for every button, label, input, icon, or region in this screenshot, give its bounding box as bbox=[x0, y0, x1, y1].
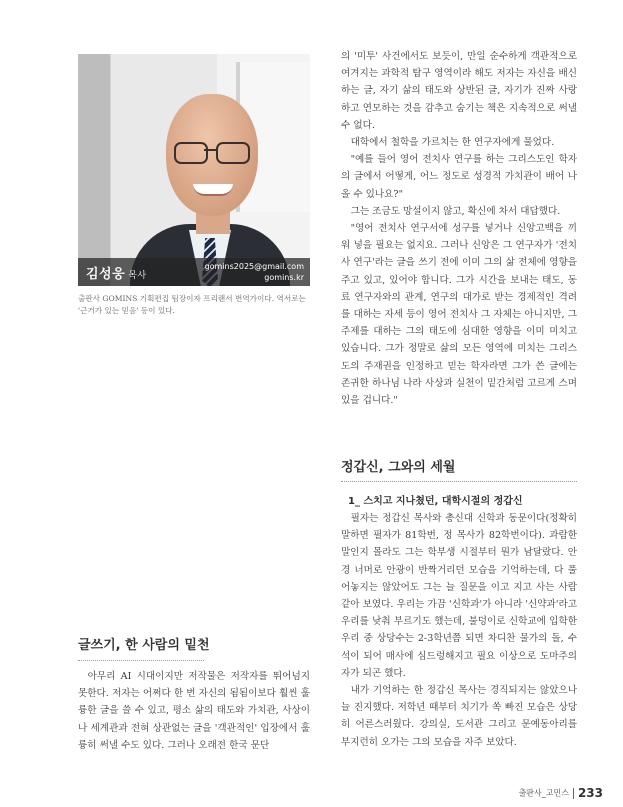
paragraph: "영어 전치사 연구서에 성구를 넣거나 신앙고백을 끼워 넣을 필요는 없지요. 그러나 신앙은 그 연구자가 '전치사 연구'라는 글을 쓰기 전에 이미 그의 삶 전체에 영향을 주고 있고, 있어야 합니다. 그가 시간을 보내는 태도, 동료 연구자와의 관계, 연구의 대가로 받는 경제적인 격려를 대하는 자세 등이 영어 전치사 그 자체는 아니지만, 그 주제를 대하는 그의 태도에 심대한 영향을 이미 미치고 있습니다. 그가 정말로 삶의 모든 영역에 미치는 그리스도의 주재권을 인정하고 믿는 학자라면 그가 쓴 글에는 존귀한 하나님 나라 사상과 실천이 밑간처럼 고르게 스며 있을 겁니다." bbox=[341, 223, 577, 407]
section-heading-left: 글쓰기, 한 사람의 밑천 bbox=[78, 638, 210, 653]
paragraph: 아무리 AI 시대이지만 저작물은 저작자를 뛰어넘지 못한다. 저자는 어쩌다 한 번 자신의 됨됨이보다 훨씬 훌륭한 글을 쓸 수 있고, 평소 삶의 태도와 가치관, 사상이나 세계관과 전혀 상관없는 글을 '객관적인' 입장에서 훌륭히 써낼 수도 있다. 그러나 오래전 한국 문단 bbox=[78, 671, 310, 751]
heading-divider bbox=[78, 660, 204, 661]
paragraph: 의 '미투' 사건에서도 보듯이, 만일 순수하게 객관적으로 여겨지는 과학적 탐구 영역이라 해도 저자는 자신을 배신하는 글, 자기 삶의 태도와 상반된 글, 자기가 진짜 사랑하고 연모하는 것을 감추고 숨기는 책은 지속적으로 써낼 수 없다. bbox=[341, 51, 577, 131]
paragraph: 필자는 정갑신 목사와 총신대 신학과 동문이다(정확히 말하면 필자가 81학번, 정 목사가 82학번이다). 과람한 말인지 몰라도 그는 학부생 시절부터 뭔가 남달랐다. 안경 너머로 안광이 반짝거리던 모습을 기억하는데, 다 풀어놓지는 않았어도 그는 늘 질문을 이고 지고 사는 사람 같아 보였다. 우리는 가끔 '신학과'가 아니라 '신약과'라고 우리를 낮춰 부르기도 했는데, 불덩이로 신학교에 입학한 우리 중 상당수는 2-3학년쯤 되면 차디찬 물가의 돌, 수석이 되어 매사에 심드렁해지고 필요 이상으로 도마주의자가 되곤 했다. bbox=[341, 513, 577, 679]
page-footer bbox=[519, 786, 603, 800]
subheading: 1_ 스치고 지나쳤던, 대학시절의 정갑신 bbox=[348, 496, 523, 507]
author-contact bbox=[205, 261, 304, 283]
right-column-body-top bbox=[341, 48, 577, 409]
left-column-body bbox=[78, 668, 310, 754]
author-caption-bar bbox=[78, 258, 310, 286]
author-name: 김성웅 목사 bbox=[86, 267, 147, 282]
author-role: 목사 bbox=[128, 271, 147, 281]
paragraph: 대학에서 철학을 가르치는 한 연구자에게 물었다. bbox=[350, 137, 555, 149]
publication-name: 출판사_고민스 bbox=[518, 788, 569, 798]
right-column-body-bottom bbox=[341, 510, 577, 751]
author-email: gomins2025@gmail.com bbox=[204, 262, 304, 271]
author-photo bbox=[78, 54, 310, 286]
author-site: gomins.kr bbox=[264, 273, 304, 282]
page-number: 233 bbox=[577, 786, 603, 800]
paragraph: 내가 기억하는 한 정갑신 목사는 경직되지는 않았으나 늘 진지했다. 저학년 때부터 치기가 쏙 빠진 모습은 상당히 어른스러웠다. 강의실, 도서관 그리고 문예동아리를 부지런히 오가는 그의 모습을 자주 보았다. bbox=[341, 685, 577, 748]
author-bio: 출판사 GOMINS 기획편집 팀장이자 프리랜서 번역가이다. 역서로는 '근거가 있는 믿음' 등이 있다. bbox=[78, 294, 306, 315]
paragraph: 그는 조금도 망설이지 않고, 확신에 차서 대답했다. bbox=[350, 205, 561, 217]
heading-divider bbox=[341, 481, 577, 482]
section-heading-right: 정갑신, 그와의 세월 bbox=[341, 460, 456, 475]
paragraph: "예를 들어 영어 전치사 연구를 하는 그리스도인 학자의 글에서 어떻게, 어느 정도로 성경적 가치관이 배어 나올 수 있나요?" bbox=[341, 154, 577, 200]
